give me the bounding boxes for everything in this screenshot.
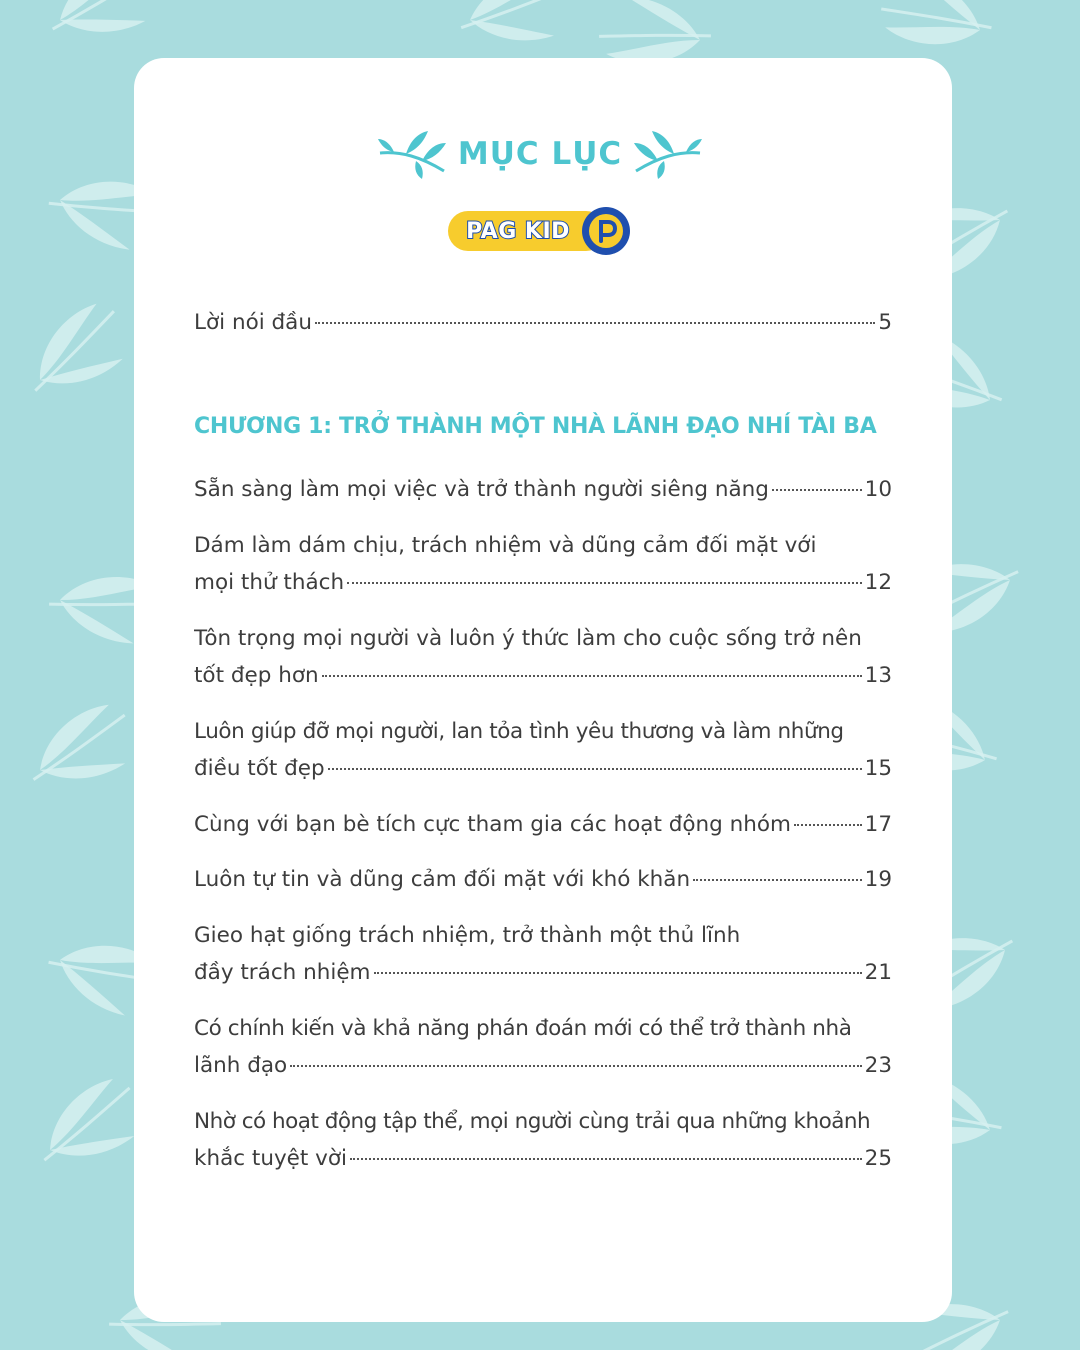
toc-page-number: 23 xyxy=(864,1053,892,1078)
dot-leader xyxy=(772,489,862,491)
toc-entry-title: Lời nói đầu xyxy=(194,310,312,335)
chapter-heading: CHƯƠNG 1: TRỞ THÀNH MỘT NHÀ LÃNH ĐẠO NHÍ TÀI BA xyxy=(194,414,877,439)
toc-entry-title-line2: tốt đẹp hơn xyxy=(194,663,319,688)
dot-leader xyxy=(322,675,862,677)
dot-leader xyxy=(328,768,862,770)
toc-entry-title-line1: Nhờ có hoạt động tập thể, mọi người cùng trải qua những khoảnh xyxy=(194,1109,871,1134)
toc-entry-title-line2: lãnh đạo xyxy=(194,1053,288,1078)
dot-leader xyxy=(290,1065,861,1067)
toc-page-number: 13 xyxy=(864,663,892,688)
toc-entry-title-line2: đầy trách nhiệm xyxy=(194,960,371,985)
dot-leader xyxy=(693,879,862,881)
toc-entry-title: Luôn tự tin và dũng cảm đối mặt với khó khăn xyxy=(194,867,691,892)
toc-entry[interactable] xyxy=(194,620,892,694)
leaf-sprig-left-icon xyxy=(376,127,450,181)
toc-page-number: 17 xyxy=(864,812,892,837)
toc-entry[interactable] xyxy=(194,1010,892,1084)
pagkid-logo xyxy=(448,207,632,255)
toc-entry[interactable] xyxy=(194,917,892,991)
toc-entry-title: Sẵn sàng làm mọi việc và trở thành người siêng năng xyxy=(194,477,769,502)
toc-page-number: 5 xyxy=(878,310,892,335)
toc-entry-title-line2: điều tốt đẹp xyxy=(194,756,325,781)
toc-page-number: 12 xyxy=(864,570,892,595)
page-title: MỤC LỤC xyxy=(457,136,623,172)
toc-entry-title-line1: Luôn giúp đỡ mọi người, lan tỏa tình yêu thương và làm những xyxy=(194,719,844,744)
toc-entry[interactable] xyxy=(194,471,892,508)
p-icon xyxy=(582,207,630,255)
toc-page-number: 21 xyxy=(864,960,892,985)
toc-page-number: 19 xyxy=(864,867,892,892)
toc-entry[interactable] xyxy=(194,713,892,787)
dot-leader xyxy=(374,972,862,974)
toc-page-number: 10 xyxy=(864,477,892,502)
toc-entry[interactable] xyxy=(194,861,892,898)
dot-leader xyxy=(315,322,875,324)
dot-leader xyxy=(347,582,862,584)
dot-leader xyxy=(350,1158,862,1160)
toc-entry-preface[interactable] xyxy=(194,304,892,341)
logo-text: PAG KID xyxy=(466,218,570,244)
toc-entry-title-line1: Gieo hạt giống trách nhiệm, trở thành một thủ lĩnh xyxy=(194,923,741,948)
toc-entry-title-line1: Dám làm dám chịu, trách nhiệm và dũng cảm đối mặt với xyxy=(194,533,817,558)
toc-entry-title-line1: Tôn trọng mọi người và luôn ý thức làm cho cuộc sống trở nên xyxy=(194,626,862,651)
toc-entry-title-line2: khắc tuyệt vời xyxy=(194,1146,348,1171)
toc-entry[interactable] xyxy=(194,527,892,601)
leaf-sprig-right-icon xyxy=(630,127,704,181)
dot-leader xyxy=(794,824,862,826)
toc-entry[interactable] xyxy=(194,1103,892,1177)
title-row xyxy=(0,124,1080,184)
toc-page-number: 25 xyxy=(864,1146,892,1171)
toc-entry-title: Cùng với bạn bè tích cực tham gia các hoạt động nhóm xyxy=(194,812,791,837)
toc-page-number: 15 xyxy=(864,756,892,781)
toc-entry-title-line2: mọi thử thách xyxy=(194,570,345,595)
toc-entry-title-line1: Có chính kiến và khả năng phán đoán mới có thể trở thành nhà xyxy=(194,1016,852,1041)
toc-entry[interactable] xyxy=(194,806,892,843)
